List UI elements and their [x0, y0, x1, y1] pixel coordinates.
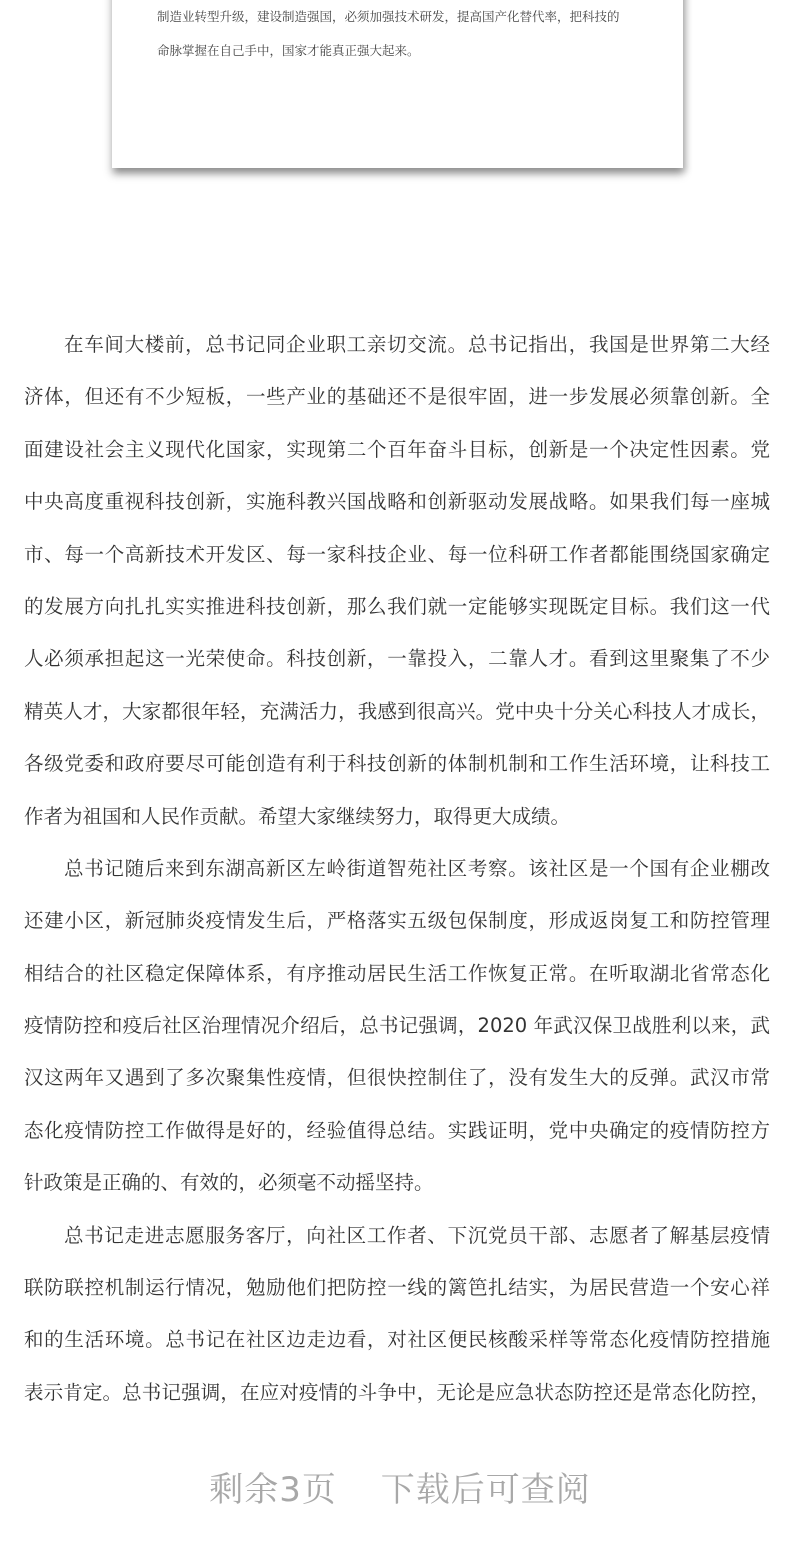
paragraph-line: 和的生活环境。总书记在社区边走边看，对社区便民核酸采样等常态化疫情防控措施 [24, 1328, 770, 1352]
card-text-line: 制造业转型升级，建设制造强国，必须加强技术研发，提高国产化替代率，把科技的 [157, 9, 620, 24]
paragraph-line: 总书记走进志愿服务客厅，向社区工作者、下沉党员干部、志愿者了解基层疫情 [64, 1223, 770, 1247]
paragraph-line: 作者为祖国和人民作贡献。希望大家继续努力，取得更大成绩。 [24, 804, 571, 828]
paragraph-line: 在车间大楼前，总书记同企业职工亲切交流。总书记指出，我国是世界第二大经 [64, 333, 770, 356]
paragraph-line: 联防联控机制运行情况，勉励他们把防控一线的篱笆扎结实，为居民营造一个安心祥 [24, 1276, 770, 1300]
quote-card [112, 0, 683, 168]
download-to-view-label[interactable]: 下载后可查阅 [380, 1470, 591, 1510]
paragraph-line: 针政策是正确的、有效的，必须毫不动摇坚持。 [24, 1171, 434, 1195]
paragraph-line: 面建设社会主义现代化国家，实现第二个百年奋斗目标，创新是一个决定性因素。党 [24, 437, 770, 461]
paragraph-line: 中央高度重视科技创新，实施科教兴国战略和创新驱动发展战略。如果我们每一座城 [24, 490, 770, 514]
paragraph-line: 疫情防控和疫后社区治理情况介绍后，总书记强调，2020 年武汉保卫战胜利以来，武 [24, 1014, 770, 1038]
paragraph-line: 的发展方向扎扎实实推进科技创新，那么我们就一定能够实现既定目标。我们这一代 [24, 594, 770, 618]
paragraph-line: 态化疫情防控工作做得是好的，经验值得总结。实践证明，党中央确定的疫情防控方 [24, 1118, 770, 1142]
card-text-line: 命脉掌握在自己手中，国家才能真正强大起来。 [157, 43, 420, 58]
paragraph-line: 人必须承担起这一光荣使命。科技创新，一靠投入，二靠人才。看到这里聚集了不少 [24, 647, 770, 671]
paragraph-line: 总书记随后来到东湖高新区左岭街道智苑社区考察。该社区是一个国有企业棚改 [64, 856, 770, 880]
download-prompt[interactable] [0, 1462, 800, 1511]
paragraph-line: 相结合的社区稳定保障体系，有序推动居民生活工作恢复正常。在听取湖北省常态化 [24, 961, 770, 985]
paragraph-line: 精英人才，大家都很年轻，充满活力，我感到很高兴。党中央十分关心科技人才成长， [24, 699, 770, 723]
article-body [24, 319, 770, 1419]
paragraph-line: 各级党委和政府要尽可能创造有利于科技创新的体制机制和工作生活环境，让科技工 [24, 752, 770, 776]
remaining-pages-label: 剩余3页 [209, 1470, 337, 1510]
paragraph-line: 表示肯定。总书记强调，在应对疫情的斗争中，无论是应急状态防控还是常态化防控， [24, 1380, 770, 1404]
paragraph-line: 市、每一个高新技术开发区、每一家科技企业、每一位科研工作者都能围绕国家确定 [24, 542, 770, 566]
paragraph-line: 汉这两年又遇到了多次聚集性疫情，但很快控制住了，没有发生大的反弹。武汉市常 [24, 1066, 770, 1090]
paragraph-line: 济体，但还有不少短板，一些产业的基础还不是很牢固，进一步发展必须靠创新。全 [24, 385, 770, 409]
paragraph-line: 还建小区，新冠肺炎疫情发生后，严格落实五级包保制度，形成返岗复工和防控管理 [24, 909, 770, 933]
